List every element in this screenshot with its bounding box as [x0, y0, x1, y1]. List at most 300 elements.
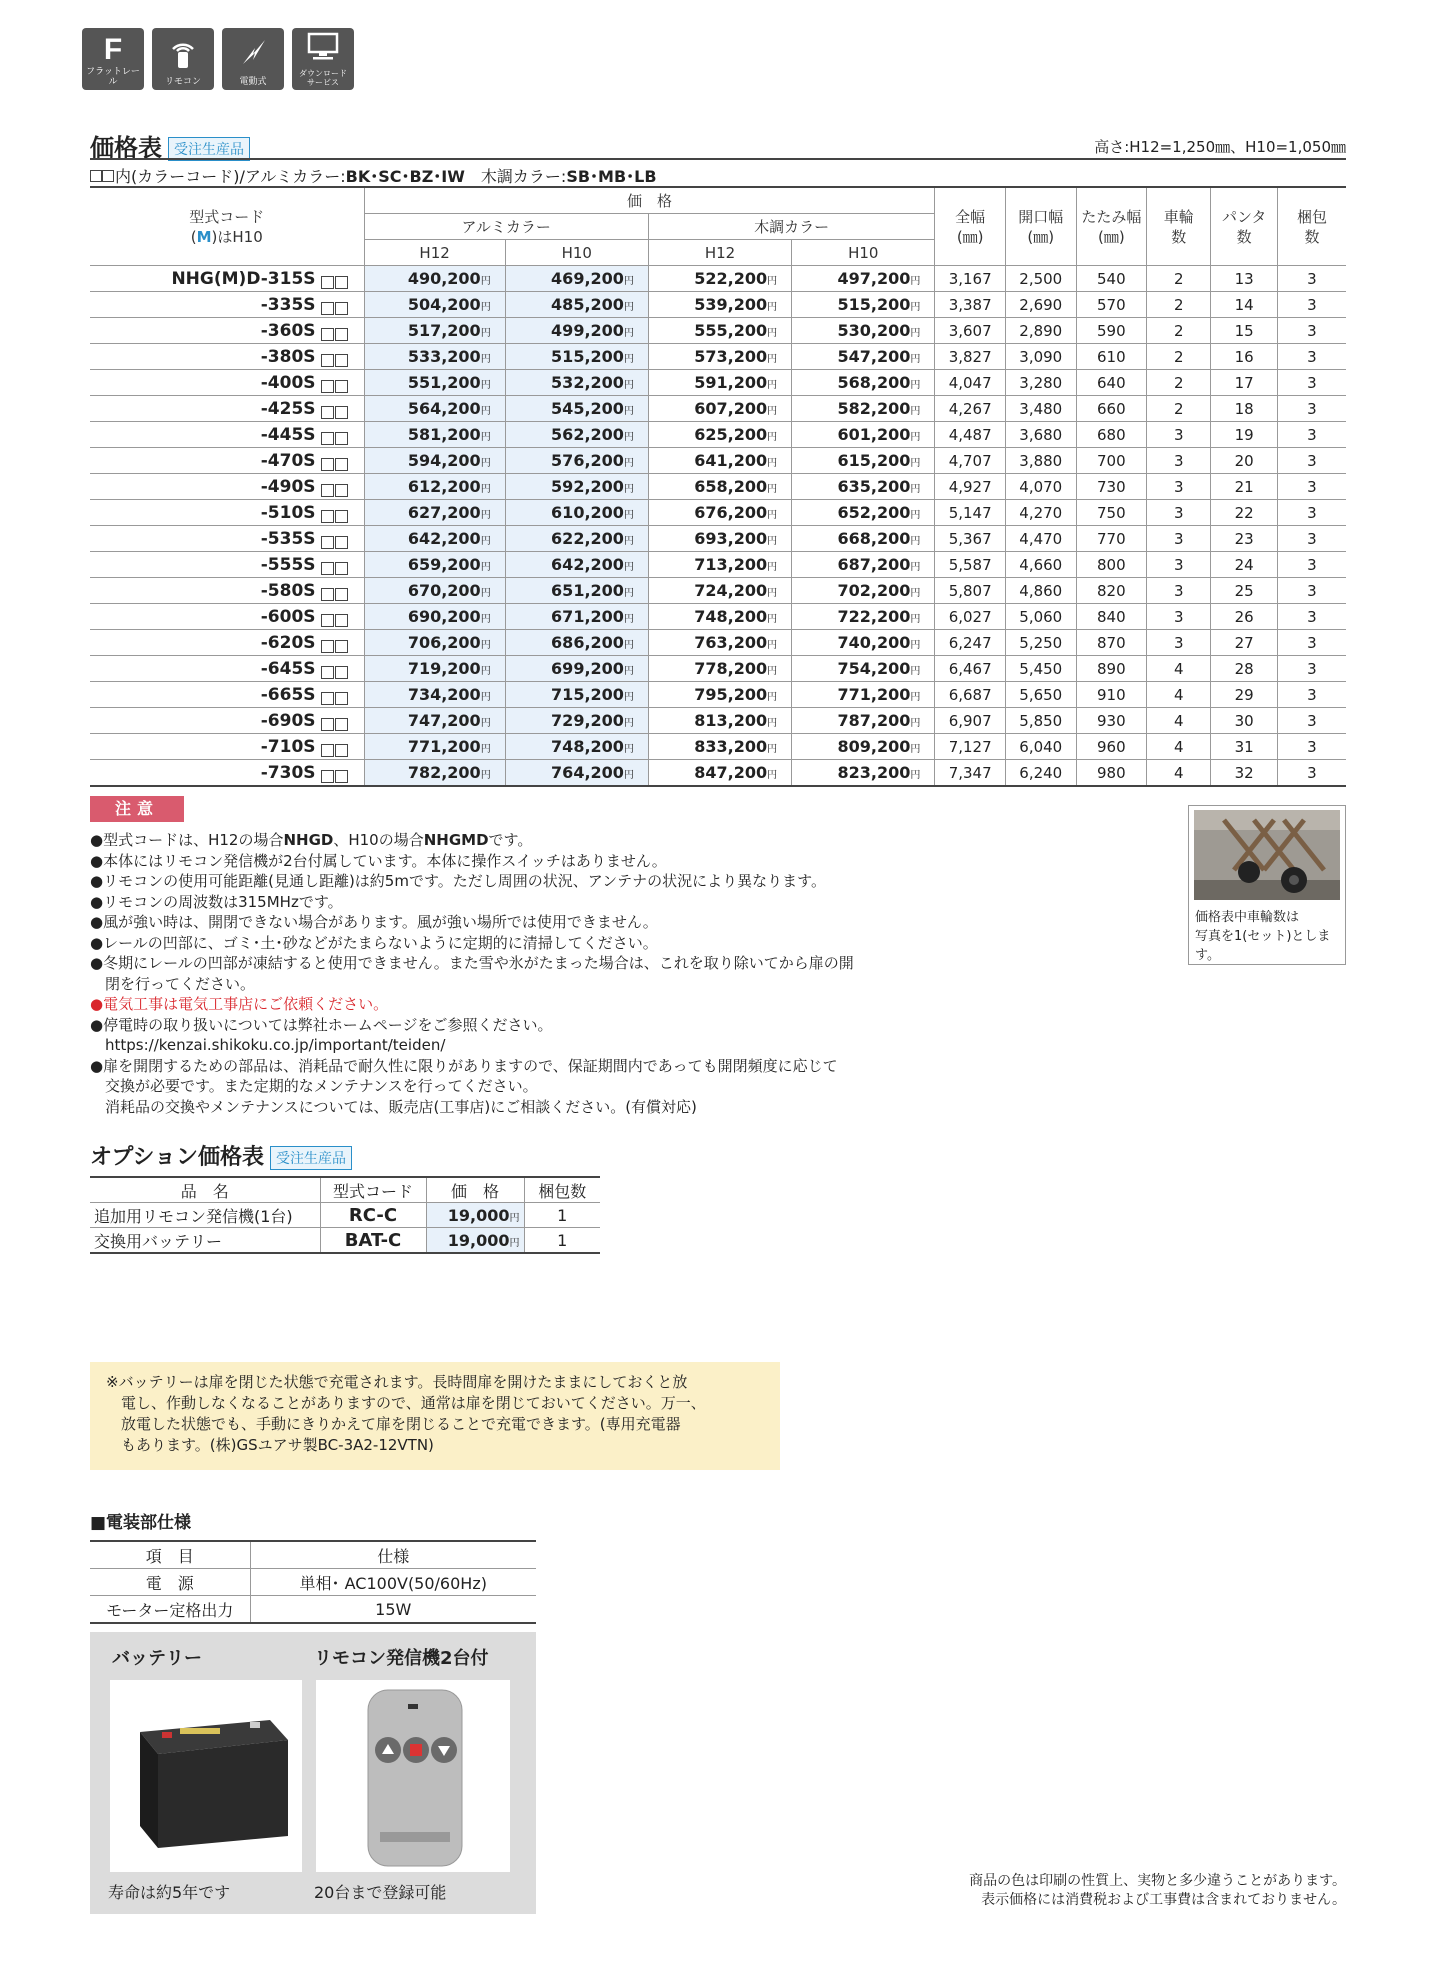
package-count-value: 3 [1307, 373, 1317, 392]
model-code-value: -535S [260, 528, 316, 549]
yen-label: 円 [767, 458, 778, 469]
note-line: 閉を行ってください。 [90, 974, 256, 993]
price-alumi-h12 [364, 396, 505, 422]
price-alumi-h10 [505, 448, 648, 474]
price-wood-h10-value: 668,200 [837, 529, 911, 548]
paren-open: ( [190, 227, 197, 246]
yen-label: 円 [910, 328, 921, 339]
yen-label: 円 [480, 744, 491, 755]
panta-count-value: 27 [1234, 633, 1254, 652]
yen-label: 円 [767, 536, 778, 547]
table-row [90, 578, 1346, 604]
table-row [90, 630, 1346, 656]
price-wood-h10-value: 771,200 [837, 685, 911, 704]
model-code-value: -665S [260, 684, 316, 705]
model-code [90, 266, 364, 292]
wheel-count-value: 2 [1174, 295, 1184, 314]
panta-count [1211, 682, 1277, 708]
wheels-header [1147, 187, 1211, 266]
flat-rail-icon: F [103, 33, 123, 66]
wheel-count [1147, 656, 1211, 682]
price-wood-h12 [648, 266, 791, 292]
package-count [1277, 578, 1346, 604]
panta-count-value: 15 [1234, 321, 1254, 340]
remote-photo [316, 1680, 510, 1872]
total-width-value: 3,827 [948, 347, 992, 366]
opt-pack: 1 [524, 1228, 600, 1254]
note-line: ●本体にはリモコン発信機が2台付属しています。本体に操作スイッチはありません。 [90, 851, 667, 870]
yen-label: 円 [767, 640, 778, 651]
opt-pack: 1 [524, 1203, 600, 1228]
price-alumi-h10-value: 748,200 [551, 737, 624, 756]
unit-label: (㎜) [1027, 227, 1055, 246]
package-count [1277, 370, 1346, 396]
panta-count-value: 30 [1234, 711, 1254, 730]
folded-width-value: 640 [1097, 373, 1126, 392]
yen-label: 円 [480, 640, 491, 651]
price-wood-h10 [792, 266, 935, 292]
table-row [90, 734, 1346, 760]
folded-width [1076, 760, 1147, 787]
package-count-value: 3 [1307, 321, 1317, 340]
price-alumi-h12-value: 627,200 [407, 503, 481, 522]
opening-width-header [1005, 187, 1076, 266]
wheel-count-value: 4 [1174, 659, 1184, 678]
photo-caption: 写真を1(セット)とします。 [1195, 929, 1331, 963]
folded-width [1076, 370, 1147, 396]
price-alumi-h10 [505, 682, 648, 708]
total-width [935, 448, 1006, 474]
wood-label: 木調カラー: [480, 167, 567, 186]
price-alumi-h12 [364, 656, 505, 682]
folded-width-value: 770 [1097, 529, 1126, 548]
price-wood-h10-value: 740,200 [837, 633, 911, 652]
folded-width-value: 840 [1097, 607, 1126, 626]
h10-header: H10 [792, 240, 935, 266]
price-wood-h12 [648, 734, 791, 760]
price-alumi-h12-value: 782,200 [407, 763, 481, 782]
opening-width [1005, 734, 1076, 760]
total-width [935, 604, 1006, 630]
price-alumi-h12 [364, 760, 505, 787]
yen-label: 円 [623, 458, 634, 469]
price-wood-h10-value: 754,200 [837, 659, 911, 678]
wheel-count [1147, 526, 1211, 552]
price-alumi-h12-value: 670,200 [407, 581, 481, 600]
yen-label: 円 [910, 302, 921, 313]
price-wood-h12-value: 778,200 [694, 659, 768, 678]
opening-width [1005, 474, 1076, 500]
price-alumi-h12-value: 490,200 [407, 269, 481, 288]
wood-header: 木調カラー [648, 214, 934, 240]
wheel-count-value: 4 [1174, 685, 1184, 704]
table-row [90, 500, 1346, 526]
total-width-value: 6,027 [948, 607, 992, 626]
price-wood-h10 [792, 760, 935, 787]
price-alumi-h12 [364, 266, 505, 292]
yen-label: 円 [910, 770, 921, 781]
model-code [90, 474, 364, 500]
yen-label: 円 [623, 770, 634, 781]
price-wood-h12-value: 522,200 [694, 269, 768, 288]
wheel-count [1147, 292, 1211, 318]
folded-width-value: 660 [1097, 399, 1126, 418]
opt-name: 追加用リモコン発信機(1台) [90, 1203, 320, 1228]
total-width-value: 4,707 [948, 451, 992, 470]
package-count-value: 3 [1307, 607, 1317, 626]
total-width [935, 734, 1006, 760]
code-header-line1: 型式コード [189, 207, 265, 226]
opening-width-value: 6,240 [1019, 763, 1063, 782]
panta-count [1211, 604, 1277, 630]
panta-count-value: 23 [1234, 529, 1254, 548]
package-count [1277, 318, 1346, 344]
price-alumi-h10 [505, 422, 648, 448]
total-width-value: 4,267 [948, 399, 992, 418]
total-width-value: 4,047 [948, 373, 992, 392]
folded-width [1076, 656, 1147, 682]
panta-count [1211, 760, 1277, 787]
total-width-value: 7,347 [948, 763, 992, 782]
price-wood-h12-value: 693,200 [694, 529, 768, 548]
price-rows [90, 266, 1346, 787]
total-width [935, 578, 1006, 604]
price-wood-h12 [648, 500, 791, 526]
color-code-line [90, 164, 657, 187]
price-wood-h12 [648, 448, 791, 474]
panta-count-value: 24 [1234, 555, 1254, 574]
opening-width-value: 3,680 [1019, 425, 1063, 444]
yen-label: 円 [767, 406, 778, 417]
yen-label: 円 [480, 354, 491, 365]
price-wood-h12 [648, 708, 791, 734]
package-count [1277, 708, 1346, 734]
price-wood-h12-value: 833,200 [694, 737, 768, 756]
wheel-count [1147, 500, 1211, 526]
price-alumi-h10-value: 562,200 [551, 425, 624, 444]
model-code-value: -710S [260, 736, 316, 757]
battery-photo [110, 1680, 302, 1872]
total-width [935, 370, 1006, 396]
price-wood-h10 [792, 656, 935, 682]
folded-width [1076, 604, 1147, 630]
model-code [90, 708, 364, 734]
folded-width [1076, 292, 1147, 318]
opening-width [1005, 318, 1076, 344]
price-wood-h10 [792, 630, 935, 656]
wheel-count-value: 3 [1174, 529, 1184, 548]
wheel-count-value: 3 [1174, 425, 1184, 444]
panta-count-value: 20 [1234, 451, 1254, 470]
total-width-value: 5,147 [948, 503, 992, 522]
panta-count [1211, 656, 1277, 682]
yen-label: 円 [767, 744, 778, 755]
yen-label: 円 [767, 276, 778, 287]
price-alumi-h10 [505, 656, 648, 682]
price-table [90, 186, 1346, 787]
package-count-value: 3 [1307, 503, 1317, 522]
total-width [935, 474, 1006, 500]
package-count-value: 3 [1307, 633, 1317, 652]
yen-label: 円 [767, 666, 778, 677]
wheel-count [1147, 682, 1211, 708]
wheel-count [1147, 630, 1211, 656]
price-wood-h10 [792, 292, 935, 318]
badge-label: 電動式 [239, 77, 267, 87]
price-alumi-h10 [505, 396, 648, 422]
price-wood-h10 [792, 526, 935, 552]
wheel-count-value: 2 [1174, 347, 1184, 366]
panta-label2: 数 [1236, 227, 1252, 246]
yen-label: 円 [910, 640, 921, 651]
yen-label: 円 [623, 718, 634, 729]
yen-label: 円 [480, 510, 491, 521]
price-wood-h10-value: 601,200 [837, 425, 911, 444]
opening-width-value: 4,070 [1019, 477, 1063, 496]
folded-width [1076, 526, 1147, 552]
price-alumi-h12-value: 734,200 [407, 685, 481, 704]
model-code [90, 292, 364, 318]
wheel-count [1147, 318, 1211, 344]
yen-label: 円 [910, 744, 921, 755]
opening-width-value: 3,480 [1019, 399, 1063, 418]
opening-width-value: 4,270 [1019, 503, 1063, 522]
yen-label: 円 [480, 302, 491, 313]
h12-header: H12 [648, 240, 791, 266]
model-code-value: -730S [260, 762, 316, 783]
panta-count [1211, 344, 1277, 370]
price-wood-h12-value: 641,200 [694, 451, 768, 470]
model-code [90, 682, 364, 708]
price-wood-h10-value: 823,200 [837, 763, 911, 782]
wheel-count-value: 4 [1174, 737, 1184, 756]
yen-label: 円 [623, 588, 634, 599]
yen-label: 円 [767, 614, 778, 625]
electric-badge [222, 28, 284, 90]
model-code [90, 630, 364, 656]
price-wood-h10 [792, 422, 935, 448]
price-wood-h12 [648, 422, 791, 448]
price-wood-h10 [792, 370, 935, 396]
package-count-value: 3 [1307, 737, 1317, 756]
code-header-line2: )はH10 [211, 227, 263, 246]
unit-label: (㎜) [956, 227, 984, 246]
opening-width [1005, 682, 1076, 708]
yen-label: 円 [623, 276, 634, 287]
total-width-value: 3,387 [948, 295, 992, 314]
wheel-count [1147, 760, 1211, 787]
folded-width [1076, 344, 1147, 370]
yen-label: 円 [480, 614, 491, 625]
price-wood-h10-value: 530,200 [837, 321, 911, 340]
spec-header-spec: 仕様 [250, 1541, 536, 1569]
package-count [1277, 630, 1346, 656]
price-wood-h12 [648, 760, 791, 787]
note-line: 交換が必要です。また定期的なメンテナンスを行ってください。 [90, 1077, 538, 1095]
folded-width-value: 930 [1097, 711, 1126, 730]
yen-label: 円 [480, 770, 491, 781]
panta-count-value: 16 [1234, 347, 1254, 366]
yen-label: 円 [480, 562, 491, 573]
wheel-count [1147, 422, 1211, 448]
remote-title: リモコン発信機2台付 [314, 1648, 489, 1669]
panta-count [1211, 526, 1277, 552]
model-code-value: -470S [260, 450, 316, 471]
spec-table [90, 1540, 536, 1624]
package-count [1277, 344, 1346, 370]
yen-label: 円 [910, 484, 921, 495]
note-line: ●リモコンの周波数は315MHzです。 [90, 892, 343, 911]
wheel-count [1147, 266, 1211, 292]
opening-width [1005, 396, 1076, 422]
caution-notes [90, 830, 910, 1117]
price-wood-h10-value: 652,200 [837, 503, 911, 522]
remote-control-icon [316, 1680, 510, 1872]
model-code-value: -580S [260, 580, 316, 601]
price-alumi-h10-value: 532,200 [551, 373, 624, 392]
price-alumi-h12 [364, 708, 505, 734]
opening-width-value: 4,660 [1019, 555, 1063, 574]
yen-label: 円 [910, 536, 921, 547]
badge-label: リモコン [164, 77, 201, 87]
lightning-icon [235, 34, 271, 70]
opt-header-price: 価 格 [426, 1177, 524, 1203]
total-width [935, 552, 1006, 578]
code-m: M [196, 227, 212, 246]
total-width [935, 682, 1006, 708]
total-width-value: 6,687 [948, 685, 992, 704]
yen-label: 円 [623, 562, 634, 573]
total-width-label: 全幅 [955, 207, 986, 226]
price-wood-h12-value: 658,200 [694, 477, 768, 496]
model-code-value: -335S [260, 294, 316, 315]
opening-width [1005, 344, 1076, 370]
price-header: 価 格 [364, 187, 935, 214]
panta-count [1211, 318, 1277, 344]
package-count-value: 3 [1307, 711, 1317, 730]
opening-width-value: 2,890 [1019, 321, 1063, 340]
panta-header [1211, 187, 1277, 266]
code-header [90, 187, 364, 266]
price-alumi-h10 [505, 526, 648, 552]
price-wood-h10 [792, 578, 935, 604]
panta-count-value: 29 [1234, 685, 1254, 704]
wheel-count [1147, 344, 1211, 370]
table-row [90, 318, 1346, 344]
opening-width [1005, 630, 1076, 656]
h12-header: H12 [364, 240, 505, 266]
model-code [90, 422, 364, 448]
total-width-value: 4,927 [948, 477, 992, 496]
price-wood-h10-value: 702,200 [837, 581, 911, 600]
flat-rail-badge [82, 28, 144, 90]
package-count-value: 3 [1307, 581, 1317, 600]
price-alumi-h12 [364, 422, 505, 448]
price-wood-h10 [792, 344, 935, 370]
price-alumi-h10 [505, 708, 648, 734]
price-alumi-h12-value: 551,200 [407, 373, 481, 392]
folded-width-value: 750 [1097, 503, 1126, 522]
table-row [90, 1203, 600, 1228]
battery-note-line: もあります。(株)GSユアサ製BC-3A2-12VTN) [106, 1436, 434, 1454]
price-alumi-h10-value: 729,200 [551, 711, 624, 730]
total-width-value: 5,587 [948, 555, 992, 574]
price-wood-h10 [792, 734, 935, 760]
panta-count [1211, 422, 1277, 448]
package-count [1277, 266, 1346, 292]
price-alumi-h10-value: 686,200 [551, 633, 624, 652]
price-alumi-h10 [505, 318, 648, 344]
model-code [90, 318, 364, 344]
yen-label: 円 [767, 718, 778, 729]
panta-count-value: 18 [1234, 399, 1254, 418]
opt-price-value: 19,000 [447, 1205, 510, 1225]
folded-width-value: 800 [1097, 555, 1126, 574]
panta-count [1211, 292, 1277, 318]
table-row [90, 370, 1346, 396]
opening-width-value: 2,500 [1019, 269, 1063, 288]
package-count-value: 3 [1307, 347, 1317, 366]
table-row [90, 552, 1346, 578]
price-alumi-h10-value: 592,200 [551, 477, 624, 496]
price-alumi-h12-value: 771,200 [407, 737, 481, 756]
folded-width [1076, 396, 1147, 422]
total-width [935, 422, 1006, 448]
price-wood-h12-value: 713,200 [694, 555, 768, 574]
package-count [1277, 396, 1346, 422]
model-code-value: -600S [260, 606, 316, 627]
opening-width [1005, 604, 1076, 630]
price-wood-h10 [792, 604, 935, 630]
package-count-value: 3 [1307, 477, 1317, 496]
photo-caption: 価格表中車輪数は [1195, 910, 1300, 925]
opening-width-value: 5,450 [1019, 659, 1063, 678]
price-wood-h12 [648, 474, 791, 500]
yen-label: 円 [623, 666, 634, 677]
model-code [90, 552, 364, 578]
note-link[interactable]: https://kenzai.shikoku.co.jp/important/teiden/ [90, 1036, 446, 1054]
total-width [935, 500, 1006, 526]
table-row [90, 526, 1346, 552]
panta-count [1211, 578, 1277, 604]
price-alumi-h10 [505, 760, 648, 787]
price-wood-h10 [792, 708, 935, 734]
price-alumi-h12-value: 642,200 [407, 529, 481, 548]
total-width-value: 6,247 [948, 633, 992, 652]
wheel-count-value: 3 [1174, 633, 1184, 652]
products-box [90, 1632, 536, 1914]
panta-count-value: 25 [1234, 581, 1254, 600]
yen-label: 円 [910, 458, 921, 469]
panta-count [1211, 396, 1277, 422]
price-alumi-h12-value: 659,200 [407, 555, 481, 574]
panta-count [1211, 474, 1277, 500]
yen-label: 円 [623, 484, 634, 495]
remote-icon [165, 34, 201, 70]
yen-label: 円 [623, 302, 634, 313]
price-wood-h10 [792, 396, 935, 422]
model-code [90, 344, 364, 370]
model-code-value: -400S [260, 372, 316, 393]
folded-width-value: 890 [1097, 659, 1126, 678]
folded-width-value: 540 [1097, 269, 1126, 288]
model-code [90, 396, 364, 422]
opening-width-label: 開口幅 [1018, 207, 1064, 226]
yen-label: 円 [623, 640, 634, 651]
package-count [1277, 422, 1346, 448]
price-alumi-h10-value: 545,200 [551, 399, 624, 418]
wheel-count-value: 3 [1174, 477, 1184, 496]
